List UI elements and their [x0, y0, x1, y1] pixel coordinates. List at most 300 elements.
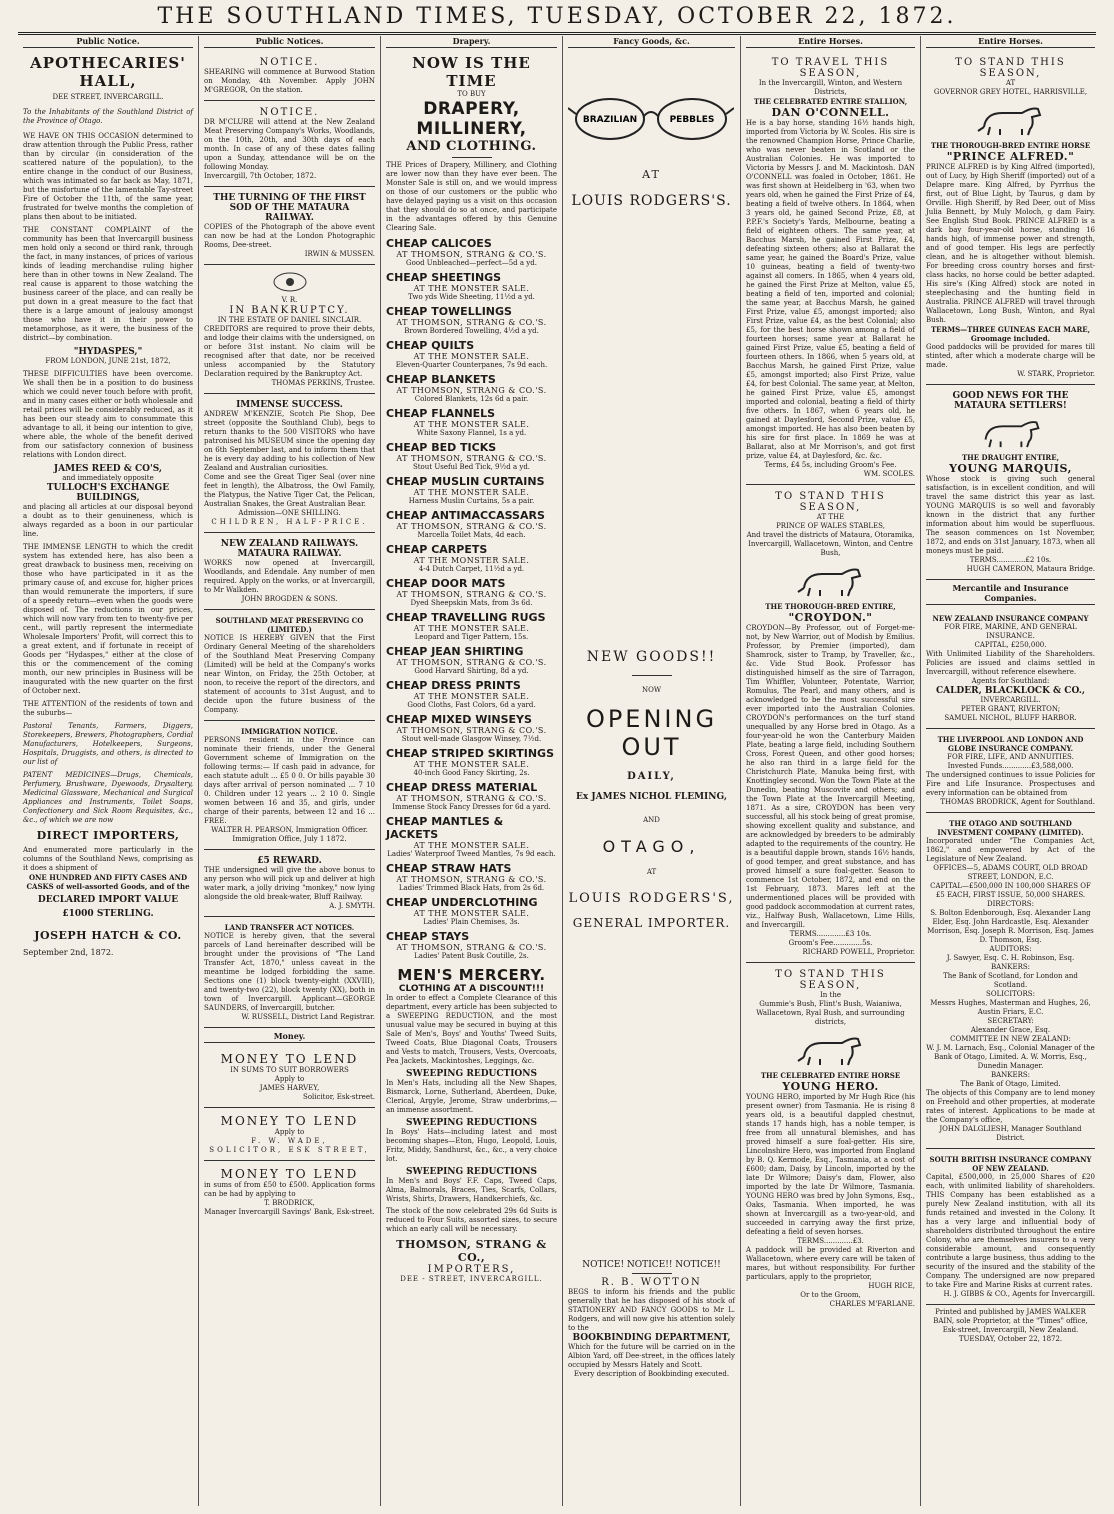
ad-label: BANKERS: — [990, 1071, 1031, 1079]
ad-paragraph: In Boys' Hats—including latest and most becoming shapes—Eton, Hugo, Leopold, Louis, Fritz, Middy, Sandhurst, &c., &c., a very choice lot. — [386, 1128, 557, 1163]
cheap-item — [386, 862, 557, 892]
cheap-item-store: AT THE MONSTER SALE. — [413, 760, 530, 769]
notice-title: LAND TRANSFER ACT NOTICES. — [224, 923, 355, 932]
direct-importers: DIRECT IMPORTERS, — [36, 829, 180, 842]
notice-signature: IRWIN & MUSSEN. — [304, 250, 375, 258]
column-heading: Drapery. — [386, 36, 557, 48]
cheap-item-title: CHEAP MUSLIN CURTAINS — [386, 475, 545, 488]
ad-text: Apply to — [274, 1075, 305, 1083]
masthead-title: THE SOUTHLAND TIMES, TUESDAY, OCTOBER 22, 1872. — [157, 4, 957, 29]
ad-text: THE CELEBRATED ENTIRE STALLION, — [753, 97, 908, 106]
ad-text: W. J. M. Larnach, Esq., Colonial Manager of the Bank of Otago, Limited. A. W. Morris, Esq., Dunedin Manager. — [926, 1044, 1095, 1070]
ad-paragraph: CROYDON—By Professor, out of Forget-me-not, by New Warrior, out of Modish by Emilius. Professor, by Premier (imported), dam Shamrock, sister to Tramp, by Traveller, &c., &c. Vide Stud Book. Professor has distinguished himself as the sire of Tarragon, Tim Whiffler, Volunteer, Potentate, Warrior, Romulus, The Pearl, and many others, and is acknowledged to be the most successful sire ever imported into the Australian Colonies. CROYDON's performances on the turf stand unequalled by any Horse bred in Otago. As a four-year-old he won the Canterbury Maiden Plate, beating a large field, including Southern Cross, Forest Queen, and other good horses; he also ran third in a large field for the Christchurch Plate, Manuka being first, with Knottingley second. Won the Town Plate at the Dunedin, beating Muscovite and others; and the Town Plate at the Invercargill Meeting, 1871. As a sire, CROYDON has been very successful, all his stock being of great promise, showing excellent quality and substance, and are acknowledged by breeders to be admirably adapted to the requirements of the country. He is a beautiful dapple brown, stands 16½ hands, of good temper, and great substance, and has proved himself a sure foal-getter. Season to commence 1st October, 1872, and end on the 1st February, 1873. Mares left at the undermentioned places will be provided with good paddock accommodation at current rates, viz., Halfway Bush, Wallacetown, Lime Hills, and Invercargill. — [746, 624, 915, 929]
ad-label: DIRECTORS: — [987, 900, 1034, 908]
notice-text: CREDITORS are required to prove their debts, and lodge their claims with the undersigned, on or before 31st instant. No claim will be recognised after that date, nor be received unless accompanied by the Statutory Declaration required by the Bankruptcy Act. — [204, 325, 375, 378]
notice-text: Every description of Bookbinding executed. — [573, 1370, 730, 1378]
notice — [204, 613, 375, 721]
ad-paragraph: In order to effect a Complete Clearance of this department, every article has been subjected to a SWEEPING REDUCTION, and the most unusual value may be secured in buying at this Sale of Men's, Boys' and Youths' Tweed Suits, Tweed Coats, Blue Diagonal Coats, Trousers and Vests to match, Trousers, Vests, Overcoats, Pea Jackets, Mackintoshes, Leggings, &c. — [386, 994, 557, 1065]
cheap-item-store: AT THE MONSTER SALE. — [413, 284, 530, 293]
column-3 — [380, 36, 562, 1506]
ad-title: TO STAND THIS SEASON, — [775, 969, 886, 991]
notice-text: THE undersigned will give the above bonus to any person who will pick up and deliver at high water mark, a jolly driving "monkey," now lying alongside the old break-water, Bluff Railway. — [204, 866, 375, 901]
masthead-rule — [18, 32, 1096, 35]
notice-title: IMMENSE SUCCESS. — [236, 400, 343, 410]
cheap-item-store: AT THOMSON, STRANG & CO.'S. — [396, 386, 547, 395]
horse-ad — [926, 54, 1095, 385]
ad-text: CAPITAL—£500,000 IN 100,000 SHARES OF £5 EACH, FIRST ISSUE, 50,000 SHARES. — [930, 882, 1091, 899]
admission: Admission—ONE SHILLING. — [238, 509, 341, 517]
notice-title: SOUTHLAND MEAT PRESERVING CO (LIMITED.) — [215, 616, 364, 634]
notice-signature: WALTER H. PEARSON, Immigration Officer. Immigration Office, July 1 1872. — [211, 826, 368, 843]
cheap-item-title: CHEAP BLANKETS — [386, 373, 496, 386]
cheap-item — [386, 441, 557, 471]
royal-crest-icon — [260, 271, 320, 293]
cheap-item-desc: Two yds Wide Sheeting, 11½d a yd. — [408, 293, 535, 301]
ad-paragraph: THE Prices of Drapery, Millinery, and Clothing are lower now than they have ever been. The Monster Sale is still on, and we would impress on those of our customers or the public who have delayed paying us a visit on this occasion that they should do so at once, and participate in the advantages offered by this Genuine Clearing Sale. — [386, 161, 557, 232]
cheap-item-desc: Harness Muslin Curtains, 5s a pair. — [408, 497, 535, 505]
ad-subtitle: DEE STREET, INVERCARGILL. — [52, 93, 164, 101]
ad-signature: W. STARK, Proprietor. — [1017, 370, 1095, 378]
cheap-item — [386, 509, 557, 539]
ad-paragraph: A paddock will be provided at Riverton and Wallacetown, where every care will be taken of mares, but without responsibility. For further particulars, apply to the proprietor, — [746, 1246, 915, 1281]
ad-text: S. Bolton Edenborough, Esq. Alexander Lang Elder, Esq. John Hardcastle, Esq. Alexander Morrison, Esq. Joseph R. Morrison, Esq. James D. Thomson, Esq. — [927, 909, 1094, 944]
ad-terms: Groom's Fee.............5s. — [788, 939, 873, 947]
ad-paragraph: Good paddocks will be provided for mares till stinted, after which a moderate charge will be made. — [926, 343, 1095, 369]
ad-signature: THOMAS BRODRICK, Agent for Southland. — [940, 798, 1095, 806]
notice-text: PERSONS resident in the Province can nominate their friends, under the General Government scheme of Immigration on the following terms:— If cash paid in advance, for each statute adult ... £5 0 0. Or bills payable 30 days after arrival of person nominated ... 7 10 0. Children under 12 years ... 2 10 0. Single women between 16 and 35, and girls, under charge of their parents, between 12 and 16 ... FREE. — [204, 736, 375, 825]
cheap-item — [386, 577, 557, 607]
notice — [204, 104, 375, 187]
ad-title: SOUTH BRITISH INSURANCE COMPANY OF NEW ZEALAND. — [929, 1155, 1092, 1173]
cheap-item — [386, 475, 557, 505]
section-heading: Money. — [204, 1031, 375, 1043]
cheap-item-desc: Immense Stock Fancy Dresses for 6d a yard. — [392, 803, 551, 811]
cheap-item-title: CHEAP STRAW HATS — [386, 862, 512, 875]
ad-paragraph: Incorporated under "The Companies Act, 1862," and empowered by Act of the Legislature of New Zealand. — [926, 837, 1095, 863]
ad-signature: HUGH RICE, — [868, 1282, 915, 1290]
ship-name: Ex JAMES NICHOL FLEMING, — [576, 792, 727, 802]
cheap-item — [386, 305, 557, 335]
ad-text: THE DRAUGHT ENTIRE, — [961, 453, 1060, 462]
ad-text: Messrs Hughes, Masterman and Hughes, 26, Austin Friars, E.C. — [930, 999, 1091, 1016]
sweeping-title: SWEEPING REDUCTIONS — [406, 1069, 537, 1079]
bookbinding: BOOKBINDING DEPARTMENT, — [572, 1333, 731, 1343]
ad-text: INVERCARGILL. — [980, 696, 1041, 704]
ad-text: AT THE — [816, 513, 845, 521]
notice-signature: Invercargill, 7th October, 1872. — [204, 172, 317, 180]
insurance-ad — [926, 611, 1095, 729]
cheap-item-title: CHEAP TRAVELLING RUGS — [386, 611, 546, 624]
ad-text: THE CELEBRATED ENTIRE HORSE — [760, 1071, 901, 1080]
sweeping-title: SWEEPING REDUCTIONS — [406, 1167, 537, 1177]
notice — [204, 190, 375, 265]
new-goods: NEW GOODS!! — [586, 649, 717, 665]
cheap-item-title: CHEAP TOWELLINGS — [386, 305, 512, 318]
horse-name: "CROYDON." — [788, 611, 873, 624]
opening-out: OPENING OUT — [585, 705, 718, 761]
ad-paragraph: In Men's Hats, including all the New Shapes, Bismarck, Lorne, Sutherland, Aberdeen, Duke, Clerical, Argyle, Jerome, Straw underbrims,—an immense assortment. — [386, 1079, 557, 1114]
firm-name: JAMES REED & CO'S, — [53, 464, 163, 474]
cheap-item — [386, 713, 557, 743]
ship-name: "HYDASPES," — [73, 347, 143, 357]
insurance-ad — [926, 1152, 1095, 1305]
cheap-item-desc: Ladies' Waterproof Tweed Mantles, 7s 9d each. — [387, 850, 556, 858]
ad-title: MONEY TO LEND — [220, 1167, 359, 1181]
cheap-item-title: CHEAP UNDERCLOTHING — [386, 896, 538, 909]
notice-title: NOTICE. — [259, 107, 320, 118]
divider — [632, 675, 672, 676]
ad-title: GOOD NEWS FOR THE MATAURA SETTLERS! — [952, 391, 1069, 411]
ad-paragraph: Capital, £500,000, in 25,000 Shares of £20 each, with unlimited liability of shareholders. THIS Company has been established as a purely New Zealand institution, with all its funds retained and invested in the Colony. It has a very large and influential body of shareholders distributed throughout the entire Colony, who are themselves insurers to a very considerable amount, and consequently contribute a large business, thus adding to the security of the insured and the stability of the Company. The undersigned are now prepared to take Fire and Marine Risks at current rates. — [926, 1173, 1095, 1289]
ad-paragraph: YOUNG HERO, imported by Mr Hugh Rice (his present owner) from Tasmania. He is rising 8 years old, is a beautiful dappled chestnut, stands 17 hands high, has a noble temper, is free from all unnatural blemishes, and has proved himself a sure foal-getter. His sire, Lincolnshire Hero, was imported from England by B. Q. Kermode, Esq., Tasmania, at a cost of £600; dam, Daisy, by Lincoln, imported by the late Dr Wilmore; Daisy's dam, Flower, also imported by the late Dr Wilmore, Tasmania. YOUNG HERO was bred by John Symons, Esq., Oaks, Tasmania. When imported, he was shown at Invercargill as a two-year-old, and succeeded in carrying away the first prize, defeating a field of seven horses. — [746, 1093, 915, 1236]
cheap-item-desc: Stout well-made Glasgow Winsey, 7½d. — [401, 735, 542, 743]
notice-title: NOTICE. — [259, 57, 320, 68]
ad-paragraph: The stock of the now celebrated 29s 6d Suits is reduced to Four Suits, assorted sizes, to secure which an early call will be necessary. — [386, 1207, 557, 1233]
insurance-ad — [926, 732, 1095, 813]
ad-text: Alexander Grace, Esq. — [970, 1026, 1051, 1034]
cheap-item-title: CHEAP QUILTS — [386, 339, 475, 352]
ad-paragraph: and placing all articles at our disposal beyond a doubt as to their genuineness, which is always regarded as a boon in our particular line. — [23, 503, 193, 538]
cheap-item-store: AT THE MONSTER SALE. — [413, 841, 530, 850]
firm-role: GENERAL IMPORTER. — [572, 916, 731, 930]
notice-text: WORKS now opened at Invercargill, Woodlands, and Edendale. Any number of men required. Apply on the works, or at Invercargill, to Mr Walkden. — [204, 559, 375, 594]
firm-role: IMPORTERS, — [427, 1264, 516, 1275]
ad-terms: TERMS.............£3 10s. — [789, 930, 872, 938]
ad-text: AT — [642, 168, 661, 181]
notice-title: £5 REWARD. — [257, 856, 322, 866]
ad-title: LOUIS RODGERS'S. — [571, 193, 732, 209]
ad-location: SOLICITOR, ESK STREET, — [209, 1146, 370, 1154]
cheap-item — [386, 679, 557, 709]
cheap-item-store: AT THOMSON, STRANG & CO.'S. — [396, 658, 547, 667]
ad-location: Manager Invercargill Savings' Bank, Esk-street. — [204, 1208, 375, 1216]
ad-text: Agents for Southland: — [971, 677, 1050, 685]
ad-label: COMMITTEE IN NEW ZEALAND: — [950, 1035, 1071, 1043]
column-heading: Entire Horses. — [746, 36, 915, 48]
ad-text: FOR FIRE, LIFE, AND ANNUITIES. — [947, 753, 1074, 761]
ad-paragraph: Pastoral Tenants, Farmers, Diggers, Storekeepers, Brewers, Photographers, Cordial Manufacturers, Hotelkeepers, Surgeons, Hospitals, Druggists, and others, is directed to our list of — [23, 722, 193, 766]
cheap-item-desc: 40-inch Good Fancy Skirting, 2s. — [413, 769, 530, 777]
ad-location: Solicitor, Esk-street. — [303, 1093, 375, 1101]
notice-subtitle: IN THE ESTATE OF DANIEL SINCLAIR. — [217, 316, 362, 324]
ad-text: TO BUY — [457, 90, 486, 98]
ad-text: OFFICES—5, ADAMS COURT, OLD BROAD STREET, LONDON, E.C. — [933, 864, 1088, 881]
cheap-item — [386, 373, 557, 403]
ad-text: J. Sawyer, Esq. C. H. Robinson, Esq. — [946, 954, 1075, 962]
horse-icon — [976, 415, 1046, 449]
horse-ad — [746, 54, 915, 485]
ad-name: JAMES HARVEY, — [259, 1084, 320, 1092]
ad-terms: TERMS—THREE GUINEAS EACH MARE, Groomage included. — [930, 325, 1091, 343]
ad-paragraph: THE IMMENSE LENGTH to which the credit system has extended here, has also been a great drawback to business men, receiving on those who have participated in it as the primary cause of, and excuse for, higher prices than would remunerate the importers, if sure of a speedy return—even when the goods were disposed of. The reductions in our prices, which will now vary from ten to twenty-five per cent., will partly represent the intermediate Wholesale Importers' Profit, will correct this to a great extent, and if fortunate in receipt of Goods per "Hydaspes," either at the close of this or the commencement of the coming month, our new principles in Business will be inaugurated with the new quarter on the first of October next. — [23, 543, 193, 695]
ad-text: Invested Funds.............£3,588,000. — [947, 762, 1074, 770]
notice — [204, 724, 375, 850]
cheap-item-store: AT THE MONSTER SALE. — [413, 488, 530, 497]
horse-ad — [746, 488, 915, 963]
ad-paragraph: PRINCE ALFRED is by King Alfred (imported), out of Lucy, by High Sheriff (imported) out of a Delapre mare. King Alfred, by Pyrrhus the first, out of Blue Light, by Taurus, g dam by Orville. High Sheriff, by Red Deer, out of Miss Julia Bennett, by Muly Moloch, g dam Fairy. See English Stud Book. PRINCE ALFRED is a dark bay four-year-old horse, standing 16 hands high, of immense power and strength, and of good temper. His legs are perfectly clean, and he is altogether without blemish. For breeding cross country horses and first-class hacks, no horse could be better adapted. His sire's (King Alfred) stock are noted in steeplechasing and the hunting field in Australia. PRINCE ALFRED will travel through Wallacetown, Long Bush, Winton, and Ryal Bush. — [926, 163, 1095, 324]
cheap-item — [386, 896, 557, 926]
money-ad — [204, 1111, 375, 1161]
cheap-item-title: CHEAP MIXED WINSEYS — [386, 713, 532, 726]
ad-title: TO STAND THIS SEASON, — [775, 491, 886, 513]
signature: JOSEPH HATCH & CO. — [34, 929, 182, 942]
ad-paragraph: WE HAVE ON THIS OCCASION determined to draw attention through the Public Press, rather than by circular (in consideration of the scattered nature of the population), to the entire change in the conduct of our Business, which was intimated so far back as May, 1871, but the misfortune of the lamentable Tay-street Fire of October the 11th, of the same year, frustrated for twelve months the completion of plans then about to be initiated. — [23, 132, 193, 221]
cheap-item-store: AT THE MONSTER SALE. — [413, 692, 530, 701]
notice-text: Come and see the Great Tiger Seal (over nine feet in length), the Albatross, the Owl Family, the Platypus, the Native Tiger Cat, the Pelican, Australian Snakes, the Great Australian Bear. — [204, 473, 375, 508]
cheap-item-title: CHEAP JEAN SHIRTING — [386, 645, 524, 658]
ad-signature: CHARLES M'FARLANE. — [829, 1300, 915, 1308]
notice-text: NOTICE is hereby given, that the several parcels of Land hereinafter described will be brought under the provisions of "The Land Transfer Act, 1870," unless caveat in the meantime be lodged forbidding the same. Sections one (1) block twenty-eight (XXVIII), and twenty-two (22), block twenty (XX), both in town of Invercargill. Applicant—GEORGE SAUNDERS, of Invercargill, butcher. — [204, 932, 375, 1012]
cheap-item-title: CHEAP DOOR MATS — [386, 577, 506, 590]
notice-title: NEW ZEALAND RAILWAYS. — [220, 539, 359, 549]
firm-name: THOMSON, STRANG & CO., — [396, 1238, 547, 1264]
ad-text: SAMUEL NICHOL, BLUFF HARBOR. — [944, 714, 1077, 722]
firm-address: DEE - STREET, INVERCARGILL. — [400, 1275, 543, 1283]
cheap-item-title: CHEAP FLANNELS — [386, 407, 496, 420]
ad-subtitle: FOR FIRE, MARINE, AND GENERAL INSURANCE. — [944, 623, 1077, 640]
ad-text: In the — [820, 991, 841, 999]
mens-mercery: MEN'S MERCERY. — [397, 966, 546, 984]
ad-paragraph: The undersigned continues to issue Policies for Fire and Life Insurance. Prospectuses and every information can be obtained from — [926, 771, 1095, 797]
horse-ad — [926, 388, 1095, 580]
cheap-item-desc: 4-4 Dutch Carpet, 11½d a yd. — [418, 565, 525, 573]
column-heading: Entire Horses. — [926, 36, 1095, 48]
column-5 — [740, 36, 920, 1506]
ad-subtitle: GOVERNOR GREY HOTEL, HARRISVILLE, — [933, 88, 1088, 96]
ad-paragraph: THE CONSTANT COMPLAINT of the community has been that Invercargill business men hold only a second or third rank, through the fact, in many instances, of prices of various kinds of leading merchandise ruling higher here than in other towns in New Zealand. The real cause is apparent to those watching the business career of the place, and can really be put down in a great measure to the fact that there is a large amount of jealousy amongst those who have it in their power to metamorphose, as it were, the business of the district—by combination. — [23, 226, 193, 342]
ad-title: TO TRAVEL THIS SEASON, — [771, 57, 890, 79]
ad-text: And travel the districts of Mataura, Otoramika, Invercargill, Wallacetown, Winton, and Centre Bush, — [746, 531, 915, 557]
cheap-item-store: AT THOMSON, STRANG & CO.'S. — [396, 250, 547, 259]
money-ad — [204, 1164, 375, 1222]
notice-text: Which for the future will be carried on in the Albion Yard, off Dee-street, in the offices lately occupied by Messrs Hately and Scott. — [568, 1343, 735, 1369]
firm-name: CALDER, BLACKLOCK & CO., — [935, 686, 1086, 696]
cheap-item-title: CHEAP BED TICKS — [386, 441, 497, 454]
money-ad — [204, 1049, 375, 1108]
cheap-item — [386, 747, 557, 777]
notice-title: IMMIGRATION NOTICE. — [241, 727, 338, 736]
ad-text: NOW — [641, 686, 662, 694]
ad-paragraph: PATENT MEDICINES—Drugs, Chemicals, Perfumery, Brushware, Dyewoods, Drysaltery, Medicinal Glassware, Mechanical and Surgical Appliances and Instruments, Toilet Soaps, Confectionery and Sick Room Requisites, &c., &c., of which we are now — [23, 771, 193, 824]
ad-name: T. BRODRICK, — [264, 1199, 315, 1207]
cheap-item-desc: Brown Bordered Towelling, 4½d a yd. — [404, 327, 539, 335]
notice-signature: THOMAS PERKINS, Trustee. — [271, 379, 375, 387]
ad-subheadline: AND CLOTHING. — [406, 139, 537, 154]
ad-signature: HUGH CAMERON, Mataura Bridge. — [966, 565, 1095, 573]
ad-capital: CAPITAL, £250,000. — [974, 641, 1047, 649]
ad-title: MONEY TO LEND — [220, 1052, 359, 1066]
cheap-item — [386, 645, 557, 675]
cheap-list — [386, 237, 557, 960]
cheap-item — [386, 339, 557, 369]
notice-text: SHEARING will commence at Burwood Station on Monday, 4th November. Apply JOHN M'GREGOR, On the station. — [204, 68, 375, 94]
cheap-item-store: AT THOMSON, STRANG & CO.'S. — [396, 794, 547, 803]
column-2 — [198, 36, 380, 1506]
cheap-item-title: CHEAP CARPETS — [386, 543, 488, 556]
cheap-item-store: AT THE MONSTER SALE. — [413, 556, 530, 565]
notice-subtitle: MATAURA RAILWAY. — [237, 549, 342, 559]
cheap-item-title: CHEAP STRIPED SKIRTINGS — [386, 747, 554, 760]
cheap-item — [386, 543, 557, 573]
spectacles-icon — [568, 94, 734, 144]
cheap-item-store: AT THE MONSTER SALE. — [413, 420, 530, 429]
cheap-item — [386, 237, 557, 267]
cheap-item-title: CHEAP DRESS MATERIAL — [386, 781, 538, 794]
ad-signature: JOHN DALGLIESH, Manager Southland District. — [939, 1125, 1082, 1142]
notice-text: ANDREW M'KENZIE, Scotch Pie Shop, Dee street (opposite the Southland Club), begs to return thanks to the 500 VISITORS who have patronised his MUSEUM since the opening day on 6th September last, and to inform them that he is every day adding to his collection of New Zealand and Australian curiosities. — [204, 410, 375, 472]
imprint: Printed and published by JAMES WALKER BAIN, sole Proprietor, at the "Times" office, Esk-street, Invercargill, New Zealand. TUESDAY, October 22, 1872. — [933, 1308, 1088, 1343]
ad-title: MONEY TO LEND — [220, 1114, 359, 1128]
children-price: CHILDREN, HALF-PRICE. — [211, 518, 368, 526]
cheap-item-store: AT THOMSON, STRANG & CO.'S. — [396, 522, 547, 531]
ad-text: Apply to — [274, 1128, 305, 1136]
cheap-item-desc: Ladies' Plain Chemises, 3s. — [423, 918, 520, 926]
notice-text: BEGS to inform his friends and the public generally that he has disposed of his stock of STATIONERY AND FANCY GOODS to Mr L. Rodgers, and will now give his attention solely to the — [568, 1288, 735, 1332]
cheap-item — [386, 930, 557, 960]
ad-subtitle: IN SUMS TO SUIT BORROWERS — [230, 1066, 349, 1074]
cheap-item — [386, 407, 557, 437]
ad-text: The Bank of Otago, Limited. — [960, 1080, 1061, 1088]
cheap-item-desc: Ladies' Trimmed Black Hats, from 2s 6d. — [398, 884, 545, 892]
date: September 2nd, 1872. — [23, 948, 114, 957]
column-heading: Public Notice. — [23, 36, 193, 48]
ad-title: THE OTAGO AND SOUTHLAND INVESTMENT COMPANY (LIMITED). — [937, 819, 1084, 837]
ad-paragraph: The objects of this Company are to lend money on Freehold and other properties, at moderate rates of interest. Applications to be made at the Company's office, — [926, 1089, 1095, 1124]
ad-paragraph: In Men's and Boys' F.F. Caps, Tweed Caps, Alma, Balmorals, Braces, Ties, Scarfs, Collars, Wrists, Shirts, Drawers, Handkerchiefs, &c. — [386, 1177, 557, 1203]
notice — [204, 536, 375, 610]
sterling: £1000 STERLING. — [62, 909, 154, 919]
horse-icon — [971, 101, 1051, 137]
building-name: TULLOCH'S EXCHANGE BUILDINGS, — [46, 483, 170, 503]
ship-from: FROM LONDON, JUNE 21st, 1872, — [45, 357, 171, 365]
ad-text: AT — [646, 868, 657, 876]
royal-crest — [204, 271, 375, 296]
horse-name: YOUNG MARQUIS, — [949, 462, 1072, 475]
notice-title: THE TURNING OF THE FIRST SOD OF THE MATAURA RAILWAY. — [213, 193, 366, 223]
column-heading: Public Notices. — [204, 36, 375, 48]
notice-text: DR M'CLURE will attend at the New Zealand Meat Preserving Company's Works, Woodlands, on the 10th, 20th, and 30th days of each month. In case of any of these dates falling upon a Sunday, attendance will be on the following Monday. — [204, 118, 375, 171]
column-heading: Fancy Goods, &c. — [568, 36, 735, 48]
ad-terms: TERMS.............£3. — [797, 1237, 864, 1245]
ad-label: BANKERS: — [990, 963, 1031, 971]
horse-name: "PRINCE ALFRED." — [946, 150, 1075, 163]
ad-title: APOTHECARIES' HALL, — [30, 54, 186, 90]
section-heading: Mercantile and Insurance Companies. — [926, 583, 1095, 605]
notice — [204, 268, 375, 394]
divider — [632, 1273, 672, 1274]
horse-icon — [796, 1031, 866, 1067]
horse-ad — [746, 966, 915, 1314]
masthead — [0, 0, 1114, 30]
declared-value: DECLARED IMPORT VALUE — [37, 895, 179, 905]
cheap-item-title: CHEAP ANTIMACCASSARS — [386, 509, 545, 522]
cheap-item — [386, 781, 557, 811]
notice-signature: A. J. SMYTH. — [329, 902, 375, 910]
cheap-item-store: AT THOMSON, STRANG & CO.'S. — [396, 318, 547, 327]
spectacles-left-label: BRAZILIAN — [582, 115, 638, 125]
cheap-item-desc: Eleven-Quarter Counterpanes, 7s 9d each. — [395, 361, 548, 369]
cheap-item-desc: Good Cloths, Fast Colors, 6d a yard. — [407, 701, 536, 709]
ad-subtitle: In the Invercargill, Winton, and Western Districts, — [758, 79, 903, 96]
ad-paragraph: And enumerated more particularly in the columns of the Southland News, comprising as it does a shipment of — [23, 846, 193, 872]
sweeping-title: SWEEPING REDUCTIONS — [406, 1118, 537, 1128]
cheap-item-store: AT THOMSON, STRANG & CO.'S. — [396, 454, 547, 463]
ad-title: THE LIVERPOOL AND LONDON AND GLOBE INSURANCE COMPANY. — [937, 735, 1084, 753]
cheap-item — [386, 611, 557, 641]
horse-icon — [796, 562, 866, 598]
ad-text: THE THOROUGH-BRED ENTIRE, — [765, 602, 896, 611]
cheap-item-desc: Marcella Toilet Mats, 4d each. — [417, 531, 526, 539]
ad-text: PETER GRANT, RIVERTON; — [960, 705, 1061, 713]
cheap-item-desc: Colored Blankets, 12s 6d a pair. — [414, 395, 529, 403]
cheap-item-store: AT THE MONSTER SALE. — [413, 352, 530, 361]
horse-name: DAN O'CONNELL. — [771, 106, 890, 119]
cheap-item-title: CHEAP SHEETINGS — [386, 271, 502, 284]
cheap-item-store: AT THOMSON, STRANG & CO.'S. — [396, 726, 547, 735]
cheap-item-title: CHEAP DRESS PRINTS — [386, 679, 521, 692]
notice — [204, 54, 375, 101]
ad-paragraph: He is a bay horse, standing 16½ hands high, imported from Victoria by W. Scoles. His sire is the renowned Champion Horse, Prince Charlie, who was never beaten in Scotland or the Australian Colonies. He was imported to Victoria by Messrs J. and M. Mackintosh. DAN O'CONNELL was foaled in October, 1861. He was first shown at Heidelberg in '63, when two years old, when he gained the First Prize of £4, beating a field of twelve others. In 1864, when 3 years old, he gained Second Prize, £8, at P.P.F.'s Society's Yards, Melbourne, beating a field of eighteen others. The same year, at Bacchus Marsh, he gained First Prize, £4, defeating sixteen others; also at Ballarat the same year, he gained the Board's Prize, value 10 guineas, beating a field of twenty-two against all comers. In 1865, when 4 years old, he gained the First Prize at Melton, value £5, beating a field of ten, imported and colonial; the same year, at Bacchus Marsh, he gained First Prize, value £5, amongst imported; also First Prize, value £4, as the best Colonial; also £5, for the best horse shown among a field of fourteen horses; same year at Ballarat he gained First Prize, value £5, beating a field of fourteen others. In 1866, when 5 years old, at Bacchus Marsh, he gained First Prize, value £5, amongst imported; also First Prize, value £4, for best Colonial. The same year, at Melton, he gained First Prize, value £5, amongst imported and colonial, beating a field of thirty five others. In 1867, when 6 years old, he gained at Daylesford, Second Prize, value £5, amongst imported. He has also been beaten by his sire for first place. In 1869 he was at Ballarat, also at Mr Morrison's, and got first prize, value £4, at Daylesford, &c. &c. — [746, 119, 915, 460]
cheap-item-store: AT THOMSON, STRANG & CO.'S. — [396, 875, 547, 884]
ad-paragraph: THESE DIFFICULTIES have been overcome. We shall then be in a position to do business which we could never touch before with profit, and in many cases either or both wholesale and retail prices will be considerably reduced, as it has been our steady aim to consummate this advantage to all, it being our intention to give, where able, the whole of the benefit derived from our satisfactory connexion of business relations with London direct. — [23, 370, 193, 459]
notice-text: NOTICE IS HEREBY GIVEN that the First Ordinary General Meeting of the shareholders of the Southland Meat Preserving Company (Limited) will be held at the Company's works near Winton, on Friday, the 25th October, at noon, to receive the report of the directors, and statement of accounts to 31st August, and to decide upon the future business of the Company. — [204, 634, 375, 714]
cheap-item-store: AT THE MONSTER SALE. — [413, 909, 530, 918]
cheap-item-title: CHEAP MANTLES & JACKETS — [386, 815, 504, 841]
ad-headline: DRAPERY, MILLINERY, — [416, 99, 527, 139]
ad-terms: TERMS.............£2 10s. — [969, 556, 1052, 564]
notice-signature: JOHN BROGDEN & SONS. — [241, 595, 338, 603]
ad-terms: Terms, £4 5s, including Groom's Fee. — [764, 461, 897, 469]
ad-text: in sums of from £50 to £500. Application forms can be had by applying to — [204, 1181, 375, 1198]
notice — [204, 853, 375, 917]
columns — [18, 36, 1100, 1506]
cheap-item-desc: Leopard and Tiger Pattern, 15s. — [414, 633, 529, 641]
column-6 — [920, 36, 1100, 1506]
daily: DAILY, — [627, 771, 676, 782]
cheap-item-title: CHEAP STAYS — [386, 930, 470, 943]
ad-signature: H. J. GIBBS & CO., Agents for Invercargill. — [943, 1290, 1095, 1298]
notice — [204, 920, 375, 1028]
ad-text: Or to the Groom, — [800, 1291, 861, 1299]
otago: OTAGO, — [602, 837, 701, 856]
notice-signature: W. RUSSELL, District Land Registrar. — [241, 1013, 375, 1021]
ad-paragraph: THE ATTENTION of the residents of town and the suburbs— — [23, 700, 193, 717]
column-4 — [562, 36, 740, 1506]
ad-title: TO STAND THIS SEASON, — [955, 57, 1066, 79]
cheap-item-desc: Good Harvard Shirting, 8d a yd. — [414, 667, 529, 675]
ad-title: NEW ZEALAND INSURANCE COMPANY — [932, 614, 1089, 623]
ad-paragraph: Whose stock is giving such general satisfaction, is in excellent condition, and will travel the same district this year as last. YOUNG MARQUIS is so well and favorably known in the district that any further information about him would be superfluous. The season commences on 1st November, 1872, and ends on 31st January, 1873, when all moneys must be paid. — [926, 475, 1095, 555]
notice-name: R. B. WOTTON — [601, 1277, 702, 1288]
divider — [452, 157, 492, 158]
cheap-item-desc: Ladies' Patent Busk Coutille, 2s. — [414, 952, 529, 960]
ad-signature: WM. SCOLES. — [863, 470, 915, 478]
discount-title: CLOTHING AT A DISCOUNT!!! — [398, 984, 545, 994]
ad-title: NOW IS THE TIME — [412, 54, 531, 90]
spectacles-right-label: PEBBLES — [669, 115, 715, 125]
notice-title: IN BANKRUPTCY. — [229, 305, 350, 316]
notice-title: NOTICE! NOTICE!! NOTICE!! — [582, 1260, 721, 1270]
firm-name: LOUIS RODGERS'S, — [568, 891, 735, 906]
notice — [204, 397, 375, 533]
cheap-item-store: AT THE MONSTER SALE. — [413, 624, 530, 633]
ad-subtitle: Gummie's Bush, Flint's Bush, Waianiwa, Wallacetown, Ryal Bush, and surrounding districts, — [756, 1000, 905, 1026]
ad-label: SOLICITORS: — [986, 990, 1035, 998]
cheap-item — [386, 271, 557, 301]
ad-name: F. W. WADE, — [251, 1137, 328, 1145]
cheap-item-desc: Good Unbleached—perfect—5d a yd. — [406, 259, 537, 267]
cheap-item-store: AT THOMSON, STRANG & CO.'S. — [396, 590, 547, 599]
